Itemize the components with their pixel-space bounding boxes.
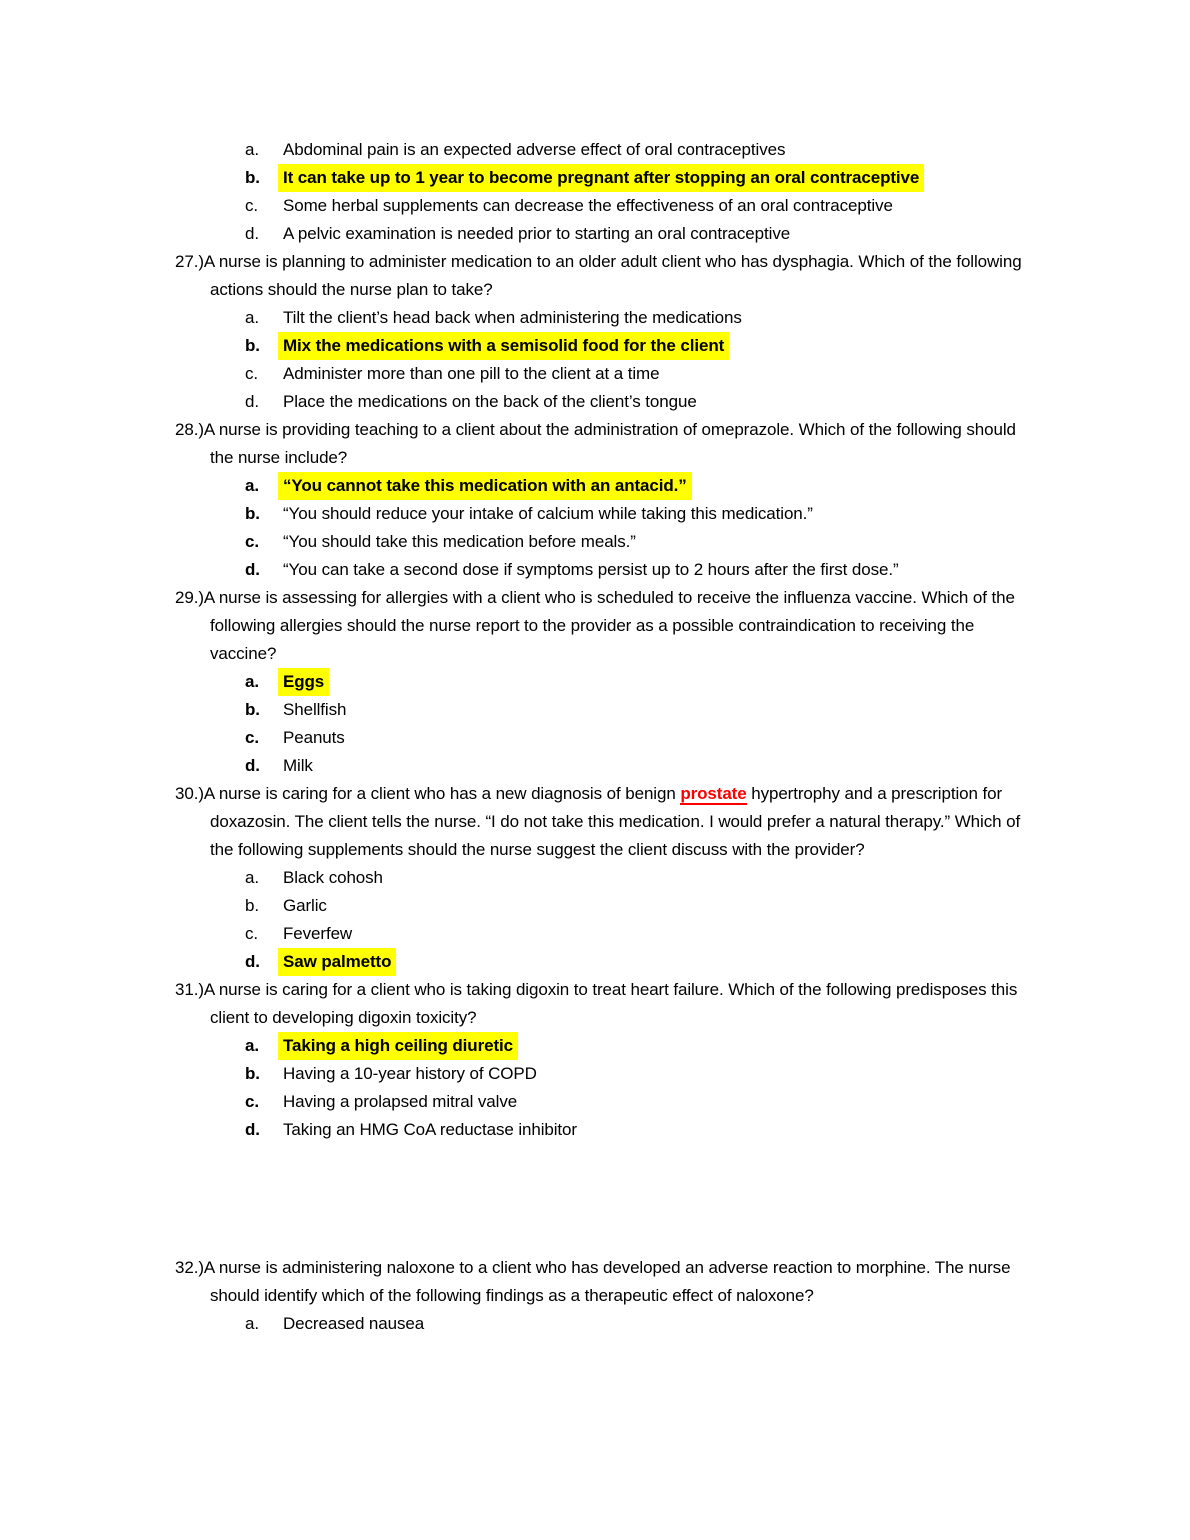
option-row [175, 892, 1040, 920]
option-row [175, 1060, 1040, 1088]
option-text: “You can take a second dose if symptoms persist up to 2 hours after the first dose.” [283, 560, 899, 579]
option-text: Milk [283, 756, 313, 775]
question-number: 27.) [175, 252, 204, 271]
option-row [175, 920, 1040, 948]
option-letter: d. [245, 560, 260, 579]
option-text: Black cohosh [283, 868, 383, 887]
option-letter: c. [245, 728, 259, 747]
option-row [175, 864, 1040, 892]
option-row [175, 752, 1040, 780]
question-27 [175, 248, 1040, 416]
highlighted-answer: It can take up to 1 year to become pregnant after stopping an oral contraceptive [278, 164, 924, 192]
question-text: A nurse is assessing for allergies with a client who is scheduled to receive the influenza vaccine. Which of the following allergies should the nurse report to the provider as a possible contraindication to receiving the vaccine? [203, 588, 1015, 663]
option-row [175, 668, 1040, 696]
option-letter: b. [245, 504, 260, 523]
question-text: A nurse is planning to administer medication to an older adult client who has dysphagia. Which of the following actions should the nurse plan to take? [203, 252, 1022, 299]
option-row [175, 220, 1040, 248]
option-row [175, 500, 1040, 528]
option-row [175, 360, 1040, 388]
option-letter: d. [245, 224, 259, 243]
question-31 [175, 976, 1040, 1144]
option-row [175, 332, 1040, 360]
question-stem [175, 248, 1040, 304]
option-letter: a. [245, 868, 259, 887]
question-29 [175, 584, 1040, 780]
option-letter: c. [245, 196, 259, 215]
option-letter: a. [245, 1314, 259, 1333]
question-number: 32.) [175, 1258, 204, 1277]
question-number: 28.) [175, 420, 204, 439]
option-letter: a. [245, 672, 259, 691]
option-text: Taking an HMG CoA reductase inhibitor [283, 1120, 577, 1139]
question-text-before: A nurse is caring for a client who has a new diagnosis of benign [203, 784, 681, 803]
question-stem [175, 976, 1040, 1032]
option-text: Tilt the client’s head back when administering the medications [283, 308, 742, 327]
option-text: Shellfish [283, 700, 347, 719]
option-row [175, 556, 1040, 584]
option-letter: a. [245, 1036, 259, 1055]
question-30 [175, 780, 1040, 976]
question-text-after: hypertrophy and a prescription for doxazosin. The client tells the nurse. “I do not take this medication. I would prefer a natural therapy.” Which of the following supplements should the nurse suggest the client discuss with the provider? [210, 784, 1021, 859]
option-letter: b. [245, 336, 260, 355]
highlighted-answer: Taking a high ceiling diuretic [278, 1032, 518, 1060]
option-letter: c. [245, 924, 259, 943]
option-text: Garlic [283, 896, 327, 915]
option-letter: d. [245, 756, 260, 775]
option-row [175, 136, 1040, 164]
option-row [175, 1310, 1040, 1338]
option-letter: b. [245, 168, 260, 187]
option-row [175, 164, 1040, 192]
question-stem [175, 416, 1040, 472]
option-letter: b. [245, 896, 259, 915]
option-letter: a. [245, 308, 259, 327]
option-text: A pelvic examination is needed prior to starting an oral contraceptive [283, 224, 791, 243]
option-text: Having a 10-year history of COPD [283, 1064, 537, 1083]
question-text: A nurse is caring for a client who is taking digoxin to treat heart failure. Which of the following predisposes this client to developing digoxin toxicity? [203, 980, 1018, 1027]
option-letter: d. [245, 1120, 260, 1139]
option-row [175, 724, 1040, 752]
option-row [175, 1032, 1040, 1060]
question-32 [175, 1254, 1040, 1338]
option-row [175, 192, 1040, 220]
option-text: Decreased nausea [283, 1314, 425, 1333]
highlighted-answer: Saw palmetto [278, 948, 396, 976]
question-number: 31.) [175, 980, 204, 999]
question-stem [175, 584, 1040, 668]
question-text: A nurse is providing teaching to a client about the administration of omeprazole. Which of the following should the nurse include? [203, 420, 1016, 467]
option-letter: b. [245, 700, 260, 719]
option-letter: a. [245, 140, 259, 159]
highlighted-answer: “You cannot take this medication with an antacid.” [278, 472, 692, 500]
option-text: Administer more than one pill to the client at a time [283, 364, 660, 383]
option-text: “You should reduce your intake of calcium while taking this medication.” [283, 504, 813, 523]
red-underlined-word: prostate [680, 784, 747, 803]
option-row [175, 304, 1040, 332]
highlighted-answer: Eggs [278, 668, 329, 696]
option-text: Some herbal supplements can decrease the effectiveness of an oral contraceptive [283, 196, 893, 215]
option-row [175, 696, 1040, 724]
option-letter: b. [245, 1064, 260, 1083]
option-row [175, 948, 1040, 976]
option-row [175, 1088, 1040, 1116]
question-number: 29.) [175, 588, 204, 607]
question-28 [175, 416, 1040, 584]
question-text: A nurse is administering naloxone to a client who has developed an adverse reaction to morphine. The nurse should identify which of the following findings as a therapeutic effect of naloxone? [203, 1258, 1011, 1305]
option-row [175, 528, 1040, 556]
option-letter: c. [245, 364, 259, 383]
question-26-options [175, 136, 1040, 248]
option-letter: c. [245, 1092, 259, 1111]
option-text: Abdominal pain is an expected adverse effect of oral contraceptives [283, 140, 786, 159]
option-text: Feverfew [283, 924, 353, 943]
option-text: Peanuts [283, 728, 345, 747]
highlighted-answer: Mix the medications with a semisolid food for the client [278, 332, 729, 360]
question-stem [175, 780, 1040, 864]
question-stem [175, 1254, 1040, 1310]
option-letter: d. [245, 952, 260, 971]
option-text: Having a prolapsed mitral valve [283, 1092, 518, 1111]
option-text: Place the medications on the back of the client’s tongue [283, 392, 697, 411]
question-number: 30.) [175, 784, 204, 803]
option-row [175, 388, 1040, 416]
option-letter: a. [245, 476, 259, 495]
option-row [175, 1116, 1040, 1144]
option-letter: c. [245, 532, 259, 551]
option-text: “You should take this medication before meals.” [283, 532, 636, 551]
option-row [175, 472, 1040, 500]
option-letter: d. [245, 392, 259, 411]
